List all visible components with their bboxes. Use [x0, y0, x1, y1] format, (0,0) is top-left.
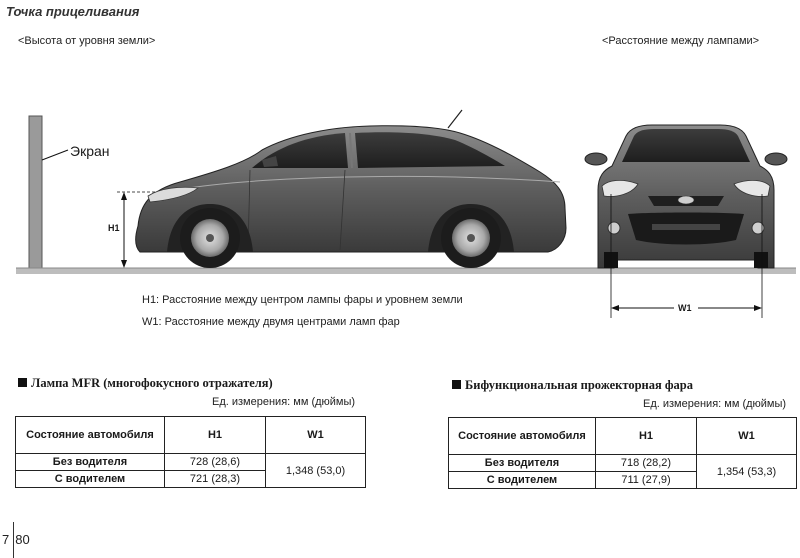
page-number-value: 80: [15, 532, 30, 547]
car-front-view: [585, 125, 787, 268]
table-projector: [448, 417, 797, 489]
h1-marker: H1: [108, 223, 120, 233]
table-projector-title: Бифункциональная прожекторная фара: [452, 378, 693, 393]
w1-marker: W1: [678, 303, 692, 313]
page-number: [2, 532, 30, 547]
chapter-number: 7: [2, 532, 10, 547]
table-mfr: [15, 416, 366, 488]
distance-section-label: <Расстояние между лампами>: [602, 35, 760, 47]
h1-value: 711 (27,9): [596, 472, 697, 489]
legend-h1: H1: Расстояние между центром лампы фары и уровнем земли: [142, 294, 463, 306]
table-header: Состояние автомобиля: [449, 418, 596, 455]
h1-value: 728 (28,6): [165, 454, 266, 471]
h1-value: 721 (28,3): [165, 471, 266, 488]
row-label: Без водителя: [449, 455, 596, 472]
row-label: С водителем: [449, 472, 596, 489]
bullet-square-icon: [452, 380, 461, 389]
table-row: [449, 455, 797, 472]
table-row: [16, 454, 366, 471]
screen-post: [29, 116, 42, 269]
height-section-label: <Высота от уровня земли>: [18, 35, 156, 47]
bullet-square-icon: [18, 378, 27, 387]
table-projector-units: Ед. измерения: мм (дюймы): [643, 398, 787, 410]
w1-value: 1,354 (53,3): [697, 455, 797, 489]
screen-pointer: [42, 150, 68, 160]
table-mfr-units: Ед. измерения: мм (дюймы): [212, 396, 356, 408]
h1-value: 718 (28,2): [596, 455, 697, 472]
car-side-view: [136, 110, 566, 268]
screen-label: Экран: [70, 143, 110, 159]
table-header: W1: [697, 418, 797, 455]
w1-value: 1,348 (53,0): [266, 454, 366, 488]
table-header: H1: [165, 417, 266, 454]
table-header: W1: [266, 417, 366, 454]
table-header: Состояние автомобиля: [16, 417, 165, 454]
legend-w1: W1: Расстояние между двумя центрами ламп фар: [142, 316, 400, 328]
row-label: С водителем: [16, 471, 165, 488]
table-mfr-title: Лампа MFR (многофокусного отражателя): [18, 376, 273, 391]
ground-line: [16, 268, 796, 274]
page-title: Точка прицеливания: [6, 4, 140, 19]
row-label: Без водителя: [16, 454, 165, 471]
table-header: H1: [596, 418, 697, 455]
